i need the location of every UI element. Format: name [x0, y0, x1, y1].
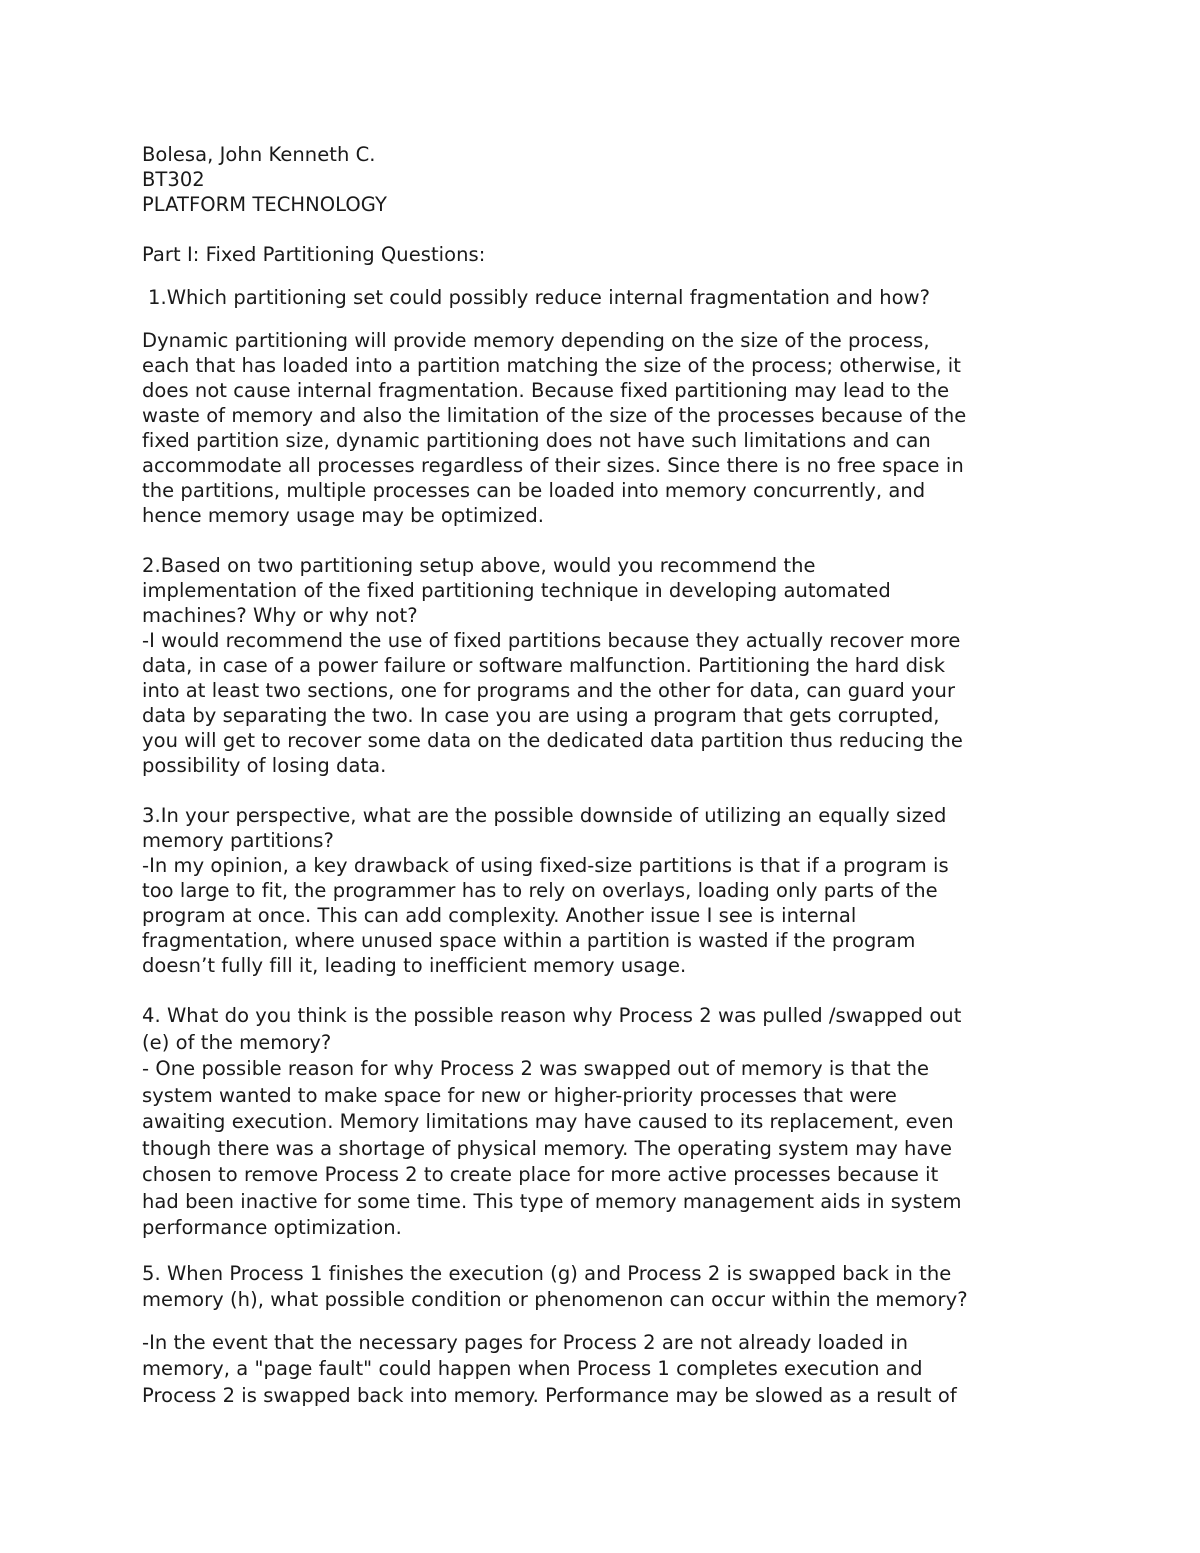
answer-line: chosen to remove Process 2 to create place for more active processes because it	[142, 1163, 939, 1186]
answer-line: possibility of losing data.	[142, 754, 387, 777]
question-2-block	[142, 553, 1057, 778]
section-code: BT302	[142, 168, 205, 191]
answer-1	[142, 328, 1057, 528]
answer-line: -I would recommend the use of fixed partitions because they actually recover more	[142, 629, 961, 652]
student-name: Bolesa, John Kenneth C.	[142, 143, 376, 166]
answer-line: hence memory usage may be optimized.	[142, 504, 544, 527]
answer-line: data, in case of a power failure or software malfunction. Partitioning the hard disk	[142, 654, 946, 677]
answer-line: -In the event that the necessary pages for Process 2 are not already loaded in	[142, 1330, 909, 1354]
answer-line: fixed partition size, dynamic partitioning does not have such limitations and can	[142, 429, 931, 452]
answer-line: awaiting execution. Memory limitations may have caused to its replacement, even	[142, 1110, 954, 1133]
question-3-line: memory partitions?	[142, 829, 334, 852]
answer-line: had been inactive for some time. This type of memory management aids in system	[142, 1189, 962, 1213]
answer-line: too large to fit, the programmer has to rely on overlays, loading only parts of the	[142, 879, 938, 902]
question-1: 1.Which partitioning set could possibly reduce internal fragmentation and how?	[148, 286, 930, 309]
answer-line: data by separating the two. In case you are using a program that gets corrupted,	[142, 704, 940, 727]
answer-line: memory, a "page fault" could happen when Process 1 completes execution and	[142, 1357, 923, 1380]
answer-line: each that has loaded into a partition matching the size of the process; otherwise, it	[142, 354, 961, 377]
question-3-block	[142, 803, 1057, 978]
question-4-block	[142, 1003, 1057, 1242]
question-5-line: 5. When Process 1 finishes the execution (g) and Process 2 is swapped back in the	[142, 1261, 952, 1285]
answer-line: performance optimization.	[142, 1216, 402, 1239]
answer-line: - One possible reason for why Process 2 was swapped out of memory is that the	[142, 1057, 930, 1080]
answer-line: -In my opinion, a key drawback of using fixed-size partitions is that if a program is	[142, 854, 949, 877]
question-3-line: 3.In your perspective, what are the possible downside of utilizing an equally sized	[142, 804, 947, 827]
answer-line: the partitions, multiple processes can be loaded into memory concurrently, and	[142, 479, 926, 502]
student-header	[142, 142, 1057, 217]
answer-5	[142, 1330, 1057, 1410]
answer-line: waste of memory and also the limitation of the size of the processes because of the	[142, 404, 967, 427]
answer-line: you will get to recover some data on the dedicated data partition thus reducing the	[142, 729, 963, 752]
question-5-line: memory (h), what possible condition or phenomenon can occur within the memory?	[142, 1288, 968, 1311]
answer-line: accommodate all processes regardless of their sizes. Since there is no free space in	[142, 454, 964, 477]
answer-line: does not cause internal fragmentation. Because fixed partitioning may lead to the	[142, 379, 950, 402]
document-page	[142, 142, 1057, 1409]
subject-title: PLATFORM TECHNOLOGY	[142, 193, 387, 216]
question-2-line: 2.Based on two partitioning setup above, would you recommend the	[142, 554, 816, 577]
answer-line: system wanted to make space for new or higher-priority processes that were	[142, 1083, 897, 1107]
answer-line: doesn’t fully fill it, leading to inefficient memory usage.	[142, 954, 687, 977]
question-4-line: (e) of the memory?	[142, 1030, 332, 1054]
question-2-line: machines? Why or why not?	[142, 604, 418, 627]
answer-line: into at least two sections, one for programs and the other for data, can guard your	[142, 679, 956, 702]
answer-line: though there was a shortage of physical memory. The operating system may have	[142, 1136, 953, 1160]
question-5	[142, 1261, 1057, 1314]
answer-line: Process 2 is swapped back into memory. Performance may be slowed as a result of	[142, 1383, 957, 1407]
answer-line: program at once. This can add complexity. Another issue I see is internal	[142, 904, 857, 927]
question-2-line: implementation of the fixed partitioning technique in developing automated	[142, 579, 891, 602]
answer-line: Dynamic partitioning will provide memory depending on the size of the process,	[142, 329, 930, 352]
part-title: Part I: Fixed Partitioning Questions:	[142, 243, 486, 266]
question-4-line: 4. What do you think is the possible reason why Process 2 was pulled /swapped out	[142, 1004, 962, 1027]
answer-line: fragmentation, where unused space within a partition is wasted if the program	[142, 929, 916, 952]
